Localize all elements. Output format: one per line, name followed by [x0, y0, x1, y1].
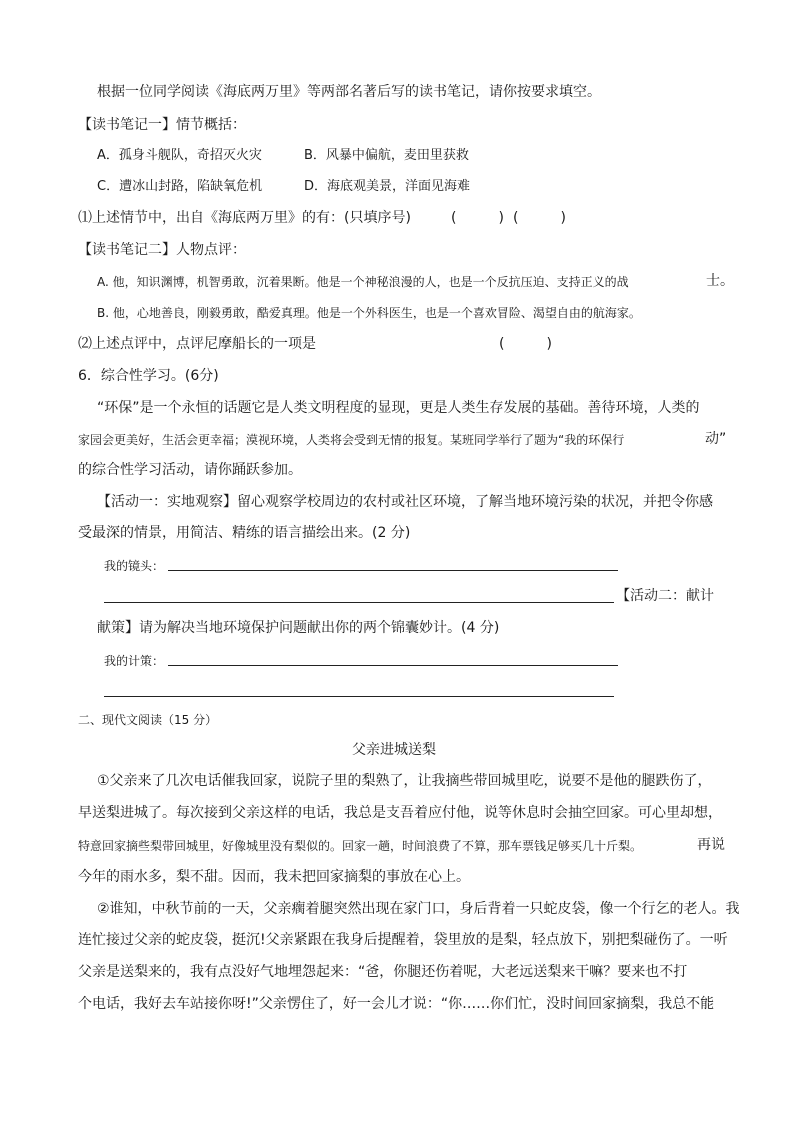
question-1: ⑴上述情节中，出自《海底两万里》的有：(只填序号)	[78, 210, 411, 226]
plan-answer-line-1[interactable]	[168, 665, 618, 666]
passage-p1-line-3-tail: 再说	[697, 837, 725, 853]
review-a-tail: 士。	[706, 273, 734, 289]
intro-line: 根据一位同学阅读《海底两万里》等两部名著后写的读书笔记，请你按要求填空。	[97, 84, 601, 100]
q6-para-line-2-tail: 动”	[705, 431, 727, 447]
passage-title: 父亲进城送梨	[352, 742, 436, 758]
answer-blank-1b[interactable]: ( )	[513, 210, 566, 226]
q6-para-line-3: 的综合性学习活动，请你踊跃参加。	[78, 462, 302, 478]
plan-answer-line-2[interactable]	[104, 696, 614, 697]
option-d: D．海底观美景，洋面见海难	[304, 179, 471, 194]
question-2: ⑵上述点评中，点评尼摩船长的一项是	[78, 336, 316, 352]
note2-heading: 【读书笔记二】人物点评：	[78, 242, 246, 258]
passage-p1-line-4: 今年的雨水多，梨不甜。因而，我未把回家摘梨的事放在心上。	[78, 869, 470, 885]
answer-blank-2[interactable]: ( )	[499, 336, 552, 352]
activity-2-heading-start: 【活动二：献计	[616, 588, 714, 604]
activity-1-line-2: 受最深的情景，用简洁、精练的语言描绘出来。(2 分)	[78, 525, 411, 541]
section-2-heading: 二、现代文阅读（15 分）	[78, 713, 218, 727]
note1-heading: 【读书笔记一】情节概括：	[78, 117, 246, 133]
lens-label: 我的镜头：	[104, 559, 165, 573]
review-b: B. 他，心地善良，刚毅勇敢，酷爱真理。他是一个外科医生，也是一个喜欢冒险、渴望自由的航海家。	[97, 306, 641, 320]
lens-answer-line-1[interactable]	[168, 570, 618, 571]
passage-p2-line-4: 个电话，我好去车站接你呀!”父亲愣住了，好一会儿才说：“你……你们忙，没时间回家摘梨，我总不能	[78, 996, 715, 1012]
option-a: A．孤身斗舰队，奇招灭火灾	[97, 148, 262, 163]
answer-blank-1a[interactable]: ( )	[451, 210, 504, 226]
plan-label: 我的计策：	[104, 654, 165, 668]
passage-p1-line-1: ①父亲来了几次电话催我回家，说院子里的梨熟了，让我摘些带回城里吃，说要不是他的腿跌伤了，	[97, 773, 712, 789]
activity-1-line-1: 【活动一：实地观察】留心观察学校周边的农村或社区环境，了解当地环境污染的状况，并把令你感	[97, 494, 713, 510]
q6-para-line-2: 家园会更美好，生活会更幸福；漠视环境，人类将会受到无情的报复。某班同学举行了题为“我的环保行	[78, 433, 625, 447]
option-c: C．遭冰山封路，陷缺氧危机	[97, 179, 263, 194]
passage-p2-line-3: 父亲是送梨来的，我有点没好气地埋怨起来：“爸，你腿还伤着呢，大老远送梨来干嘛？要来也不打	[78, 964, 688, 980]
review-a: A. 他，知识渊博，机智勇敢，沉着果断。他是一个神秘浪漫的人，也是一个反抗压迫、支持正义的战	[97, 275, 629, 289]
passage-p2-line-2: 连忙接过父亲的蛇皮袋，挺沉!父亲紧跟在我身后提醒着，袋里放的是梨，轻点放下，别把梨碰伤了。一听	[78, 932, 728, 948]
q6-para-line-1: “环保”是一个永恒的话题它是人类文明程度的显现，更是人类生存发展的基础。善待环境，人类的	[97, 400, 700, 416]
lens-answer-line-2[interactable]	[104, 602, 614, 603]
question-6-heading: 6．综合性学习。(6分)	[78, 368, 219, 384]
passage-p1-line-2: 早送梨进城了。每次接到父亲这样的电话，我总是支吾着应付他，说等休息时会抽空回家。可心里却想，	[78, 805, 722, 821]
passage-p1-line-3: 特意回家摘些梨带回城里，好像城里没有梨似的。回家一趟，时间浪费了不算，那车票钱足够买几十斤梨。	[78, 839, 643, 853]
option-b: B．风暴中偏航，麦田里获救	[304, 148, 469, 163]
activity-2-line: 献策】请为解决当地环境保护问题献出你的两个锦囊妙计。(4 分)	[97, 620, 500, 636]
passage-p2-line-1: ②谁知，中秋节前的一天，父亲瘸着腿突然出现在家门口，身后背着一只蛇皮袋，像一个行乞的老人。我	[97, 901, 740, 917]
